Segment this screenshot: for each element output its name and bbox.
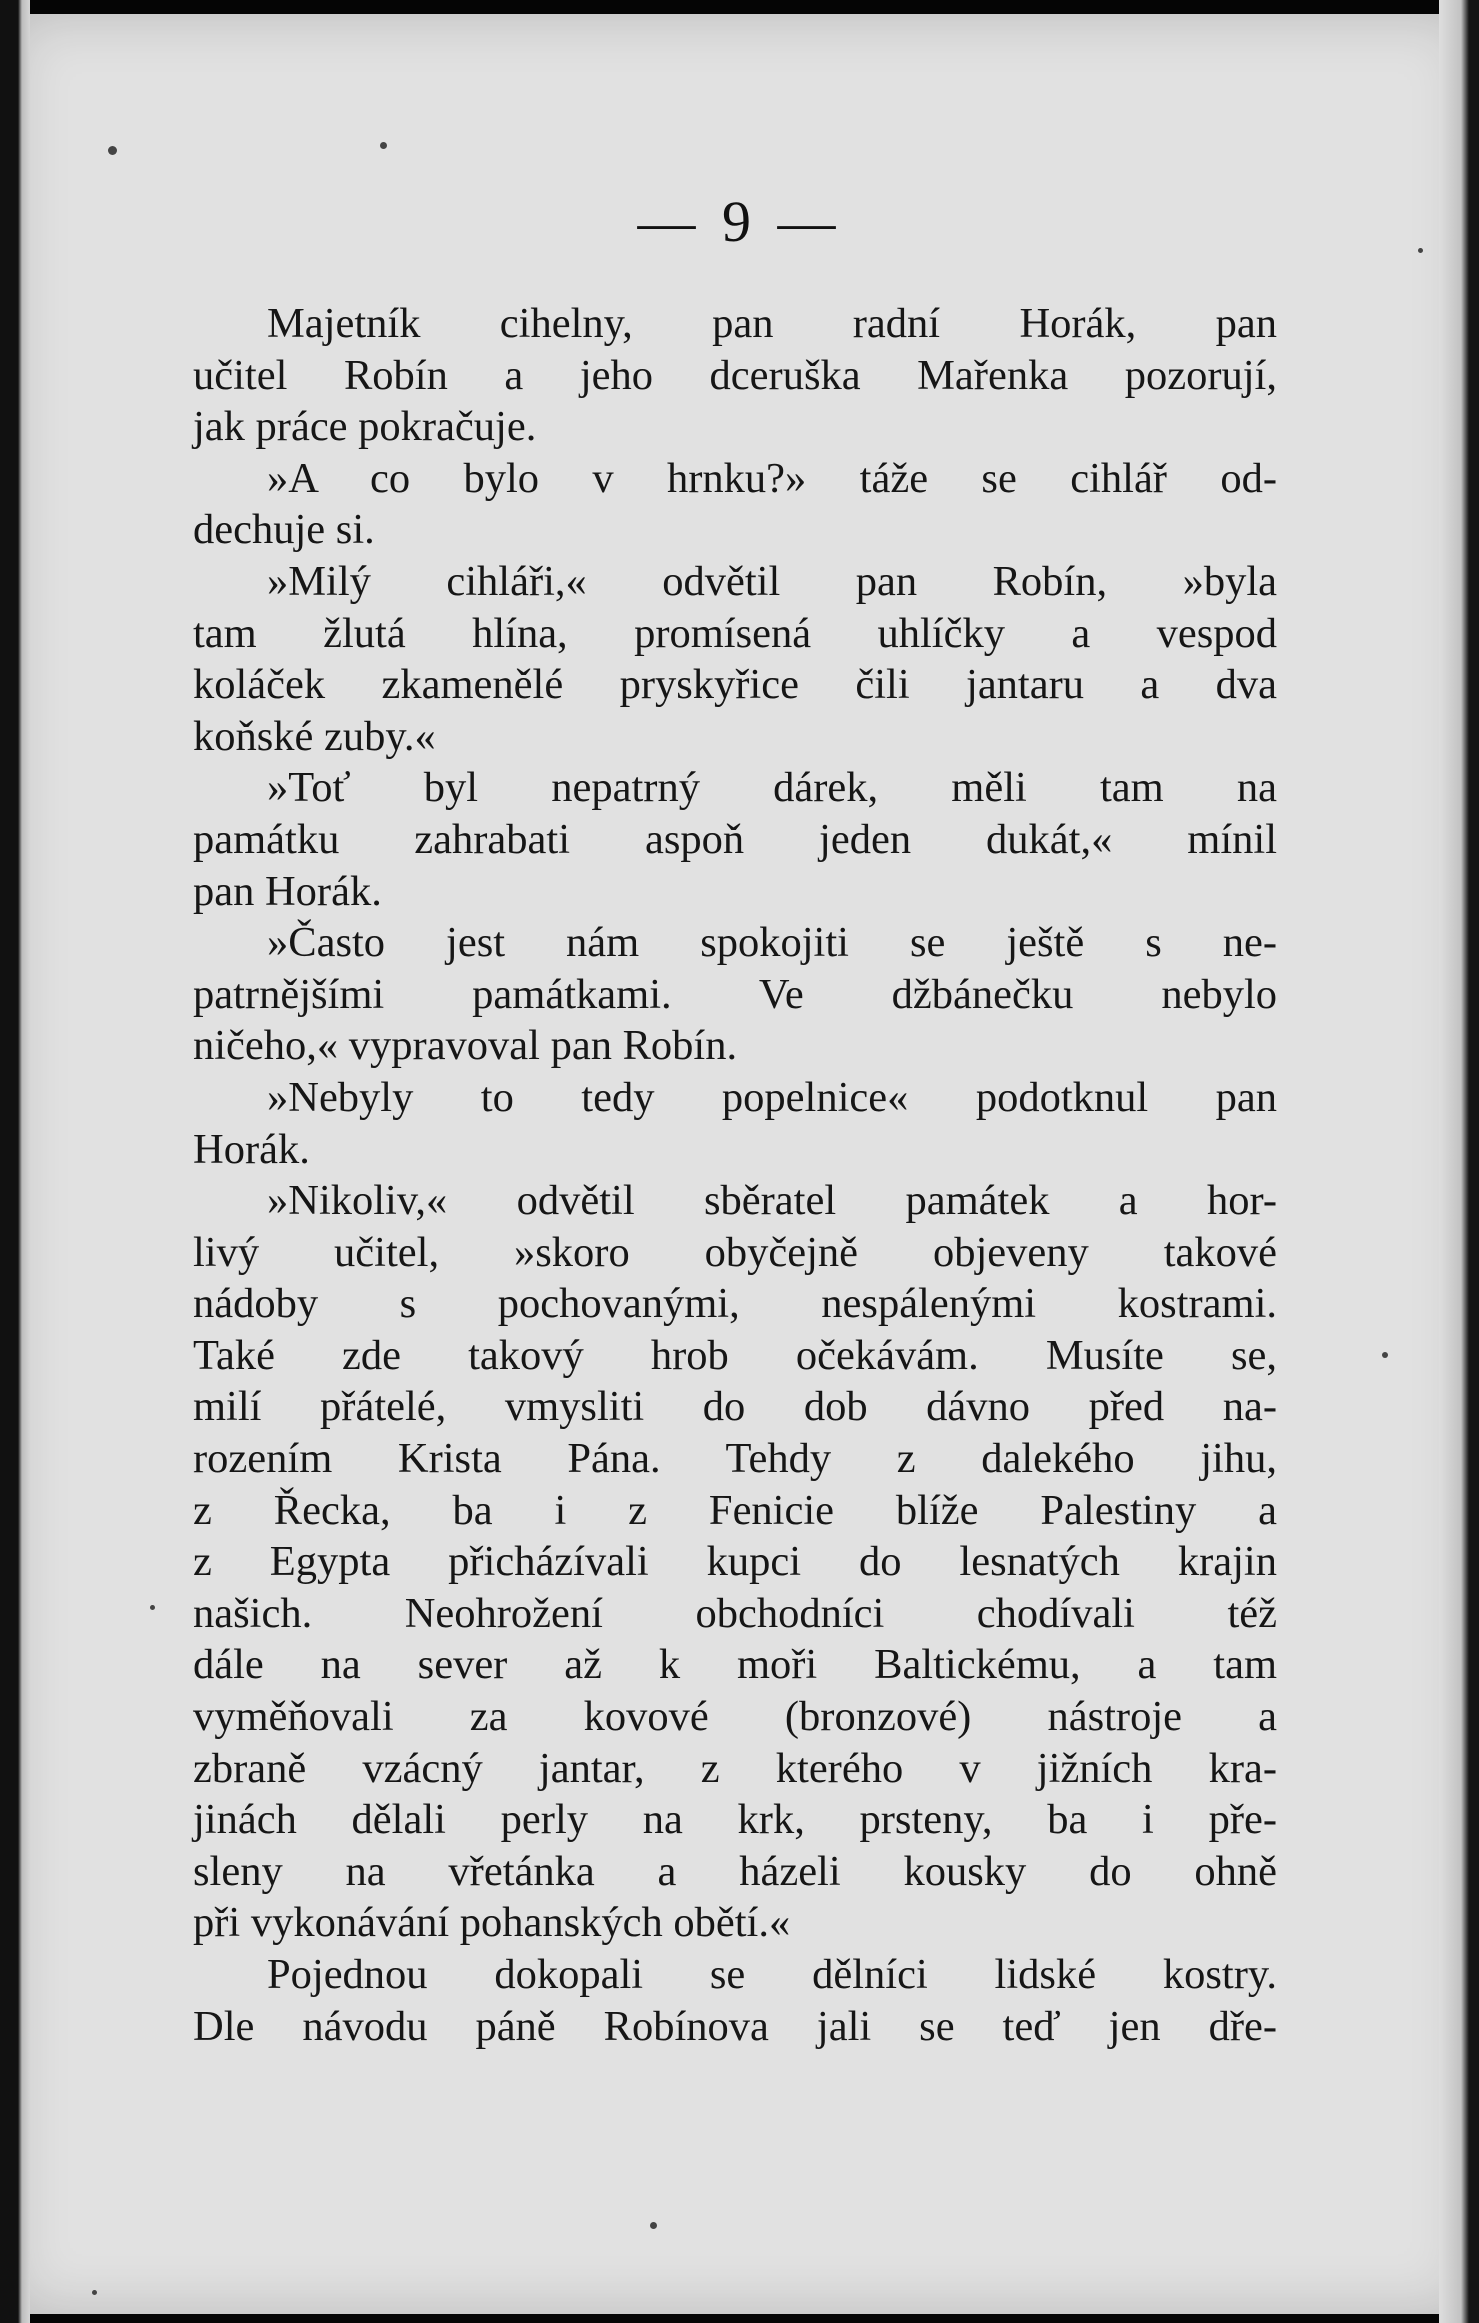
text-line: rozením Krista Pána. Tehdy z dalekého jihu, [193, 1435, 1277, 1483]
text-line: našich. Neohrožení obchodníci chodívali též [193, 1589, 1277, 1637]
text-line: »Milý cihláři,« odvětil pan Robín, »byla [267, 557, 1277, 605]
text-line: tam žlutá hlína, promísená uhlíčky a vespod [193, 609, 1277, 657]
text-line: patrnějšími památkami. Ve džbánečku nebylo [193, 970, 1277, 1018]
text-line: »Nebyly to tedy popelnice« podotknul pan [267, 1073, 1277, 1121]
paper-speck [380, 142, 387, 149]
text-line: nádoby s pochovanými, nespálenými kostrami. [193, 1280, 1277, 1328]
text-line: Dle návodu páně Robínova jali se teď jen dře- [193, 2002, 1277, 2050]
text-line: Také zde takový hrob očekávám. Musíte se, [193, 1331, 1277, 1379]
text-line: milí přátelé, vmysliti do dob dávno před na- [193, 1383, 1277, 1431]
text-line: památku zahrabati aspoň jeden dukát,« mínil [193, 815, 1277, 863]
text-line: jak práce pokračuje. [193, 403, 537, 451]
text-line: dechuje si. [193, 506, 375, 554]
text-line: dále na sever až k moři Baltickému, a tam [193, 1641, 1277, 1689]
text-line: vyměňovali za kovové (bronzové) nástroje a [193, 1693, 1277, 1741]
text-line: »Nikoliv,« odvětil sběratel památek a hor- [267, 1177, 1277, 1225]
text-line: koláček zkamenělé pryskyřice čili jantaru a dva [193, 661, 1277, 709]
text-line: Horák. [193, 1125, 310, 1173]
text-line: při vykonávání pohanských obětí.« [193, 1899, 791, 1947]
text-line: koňské zuby.« [193, 712, 436, 760]
text-line: »A co bylo v hrnku?» táže se cihlář od- [267, 454, 1277, 502]
text-line: sleny na vřetánka a házeli kousky do ohně [193, 1847, 1277, 1895]
paper-speck [650, 2222, 657, 2229]
paper-speck [150, 1605, 155, 1610]
text-line: zbraně vzácný jantar, z kterého v jižních kra- [193, 1744, 1277, 1792]
text-line: z Řecka, ba i z Fenicie blíže Palestiny a [193, 1486, 1277, 1534]
page-right-edge [1439, 0, 1479, 2323]
paper-speck [1382, 1352, 1388, 1358]
paper-speck [92, 2290, 97, 2295]
text-line: z Egypta přicházívali kupci do lesnatých krajin [193, 1538, 1277, 1586]
text-line: »Často jest nám spokojiti se ještě s ne- [267, 919, 1277, 967]
text-line: Pojednou dokopali se dělníci lidské kostry. [267, 1951, 1277, 1998]
text-line: jinách dělali perly na krk, prsteny, ba i pře- [193, 1796, 1277, 1844]
text-line: pan Horák. [193, 867, 382, 915]
text-line: učitel Robín a jeho dceruška Mařenka pozorují, [193, 351, 1277, 399]
body-text [193, 298, 1277, 2052]
page-left-edge [0, 0, 30, 2323]
text-line: Majetník cihelny, pan radní Horák, pan [267, 300, 1277, 347]
text-line: livý učitel, »skoro obyčejně objeveny takové [193, 1228, 1277, 1276]
paper-speck [108, 146, 117, 155]
text-line: ničeho,« vypravoval pan Robín. [193, 1022, 738, 1070]
page-number: — 9 — [637, 189, 842, 254]
text-line: »Toť byl nepatrný dárek, měli tam na [267, 764, 1277, 812]
